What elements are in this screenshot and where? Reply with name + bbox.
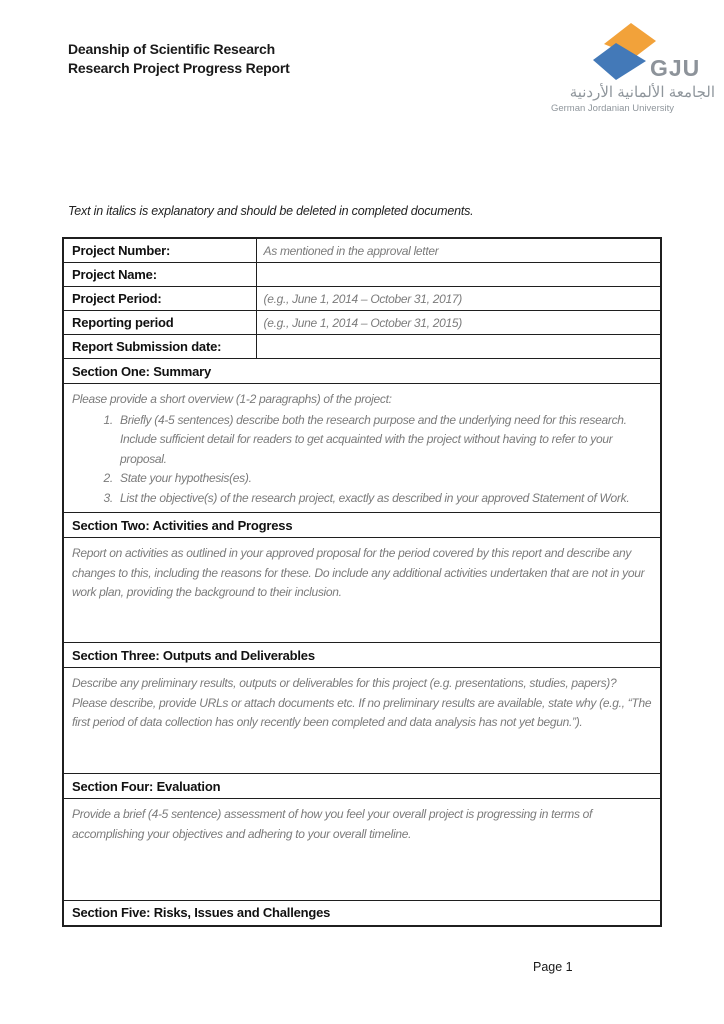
doc-title-line2: Research Project Progress Report bbox=[68, 60, 290, 76]
list-item: 2. State your hypothesis(es). bbox=[116, 469, 652, 489]
section-four-title: Section Four: Evaluation bbox=[63, 774, 661, 799]
section-four-body: Provide a brief (4-5 sentence) assessment of how you feel your overall project is progressing in terms of accomplishing your objectives and adhering to your overall timeline. bbox=[72, 807, 593, 841]
section-three-content[interactable] bbox=[63, 668, 661, 774]
university-name-english: German Jordanian University bbox=[550, 103, 674, 114]
list-item: 3. List the objective(s) of the research project, exactly as described in your approved Statement of Work. bbox=[116, 489, 652, 509]
field-value-report-submission-date[interactable] bbox=[256, 335, 661, 359]
section-two-header-row bbox=[63, 513, 661, 538]
section-three-header-row bbox=[63, 643, 661, 668]
section-four-content-row bbox=[63, 799, 661, 901]
university-name-arabic: الجامعة الألمانية الأردنية bbox=[569, 84, 715, 101]
section-two-content[interactable] bbox=[63, 538, 661, 643]
gju-logo-icon bbox=[588, 20, 700, 82]
section-three-title: Section Three: Outputs and Deliverables bbox=[63, 643, 661, 668]
field-row-project-period bbox=[63, 287, 661, 311]
field-value-reporting-period[interactable]: (e.g., June 1, 2014 – October 31, 2015) bbox=[256, 311, 661, 335]
section-three-content-row bbox=[63, 668, 661, 774]
field-label-project-name: Project Name: bbox=[63, 263, 256, 287]
section-one-list bbox=[72, 411, 652, 509]
section-two-body: Report on activities as outlined in your approved proposal for the period covered by this report and describe any changes to this, including the reasons for these. Do include any additional activities undertaken that are not in your work plan, providing the background to their inclusion. bbox=[72, 546, 645, 599]
field-row-project-name bbox=[63, 263, 661, 287]
field-label-report-submission-date: Report Submission date: bbox=[63, 335, 256, 359]
doc-header-title bbox=[68, 40, 290, 78]
field-row-report-submission-date bbox=[63, 335, 661, 359]
section-four-header-row bbox=[63, 774, 661, 799]
section-one-content-row bbox=[63, 384, 661, 513]
section-one-title: Section One: Summary bbox=[63, 359, 661, 384]
section-five-header-row bbox=[63, 901, 661, 926]
italics-explanatory-note: Text in italics is explanatory and should be deleted in completed documents. bbox=[68, 204, 474, 218]
field-label-reporting-period: Reporting period bbox=[63, 311, 256, 335]
field-value-project-number[interactable]: As mentioned in the approval letter bbox=[256, 238, 661, 263]
logo-wordmark: GJU bbox=[650, 55, 700, 81]
page-number: Page 1 bbox=[533, 960, 573, 974]
section-one-content[interactable] bbox=[63, 384, 661, 513]
section-two-title: Section Two: Activities and Progress bbox=[63, 513, 661, 538]
field-value-project-name[interactable] bbox=[256, 263, 661, 287]
doc-title-line1: Deanship of Scientific Research bbox=[68, 41, 275, 57]
progress-report-table bbox=[62, 237, 662, 927]
section-two-content-row bbox=[63, 538, 661, 643]
section-five-title: Section Five: Risks, Issues and Challenges bbox=[63, 901, 661, 926]
section-one-header-row bbox=[63, 359, 661, 384]
field-value-project-period[interactable]: (e.g., June 1, 2014 – October 31, 2017) bbox=[256, 287, 661, 311]
field-row-reporting-period bbox=[63, 311, 661, 335]
field-label-project-period: Project Period: bbox=[63, 287, 256, 311]
field-label-project-number: Project Number: bbox=[63, 238, 256, 263]
section-four-content[interactable] bbox=[63, 799, 661, 901]
section-one-intro: Please provide a short overview (1-2 paragraphs) of the project: bbox=[72, 392, 392, 406]
field-row-project-number bbox=[63, 238, 661, 263]
section-three-body: Describe any preliminary results, outputs or deliverables for this project (e.g. presentations, studies, papers)? Please describe, provide URLs or attach documents etc. If no preliminary results are available, state why (e.g., “The first period of data collection has only recently been completed and data analysis has not yet begun.”). bbox=[72, 676, 652, 729]
list-item: 1. Briefly (4-5 sentences) describe both the research purpose and the underlying need for this research. Include sufficient detail for readers to get acquainted with the project without having to refer to your proposal. bbox=[116, 411, 652, 470]
